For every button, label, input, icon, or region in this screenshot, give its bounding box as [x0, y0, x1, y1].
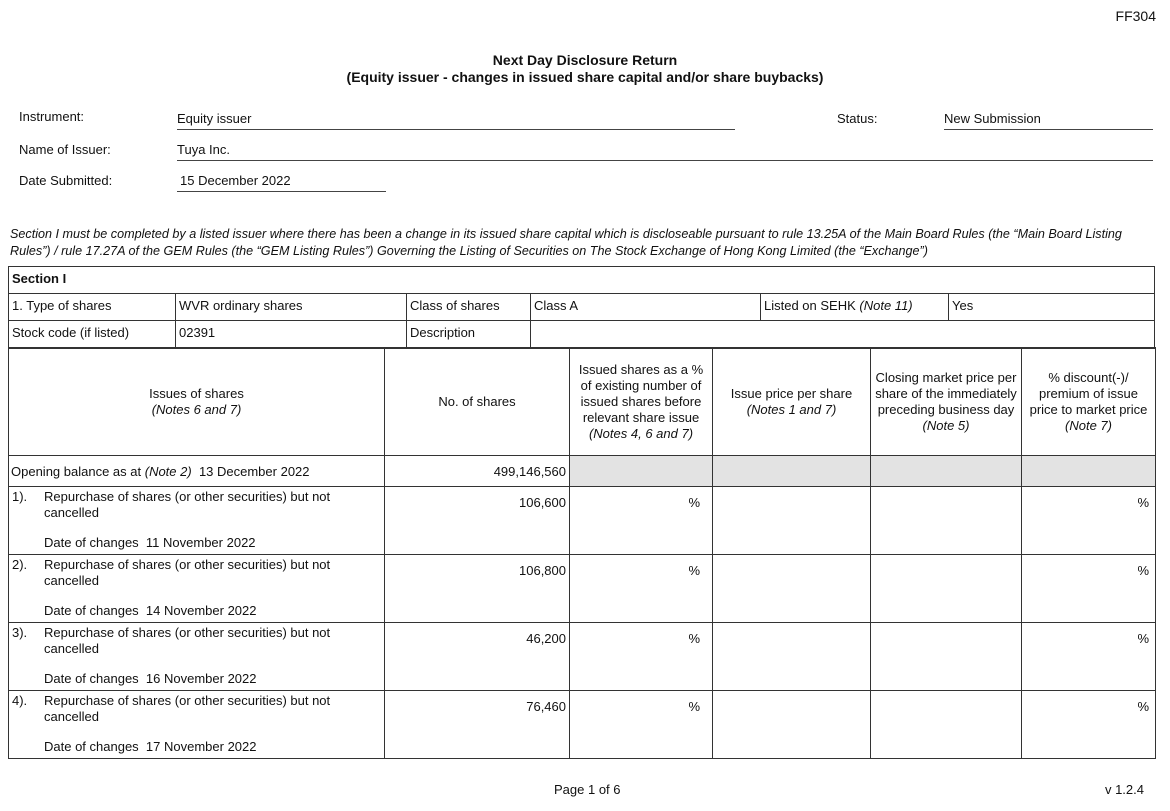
- table-row: [9, 623, 1156, 691]
- row-date: Date of changes 16 November 2022: [44, 671, 257, 686]
- intro-text: Section I must be completed by a listed issuer where there has been a change in its issued share capital which is discloseable pursuant to rule 13.25A of the Main Board Rules (the “Main Board Listing Rules”) / rule 17.27A of the GEM Rules (the “GEM Listing Rules”) Governing the Listing of Securities on The Stock Exchange of Hong Kong Limited (the “Exchange”): [10, 227, 1122, 258]
- row-date: Date of changes 14 November 2022: [44, 603, 257, 618]
- class-of-shares-value: Class A: [531, 294, 761, 320]
- row-discount-pct: %: [1022, 555, 1156, 623]
- row-shares: 106,600: [385, 487, 570, 555]
- section-1-header: [8, 266, 1155, 349]
- date-submitted-value: 15 December 2022: [177, 173, 386, 192]
- row-closing-price: [871, 487, 1022, 555]
- change-description: [9, 555, 385, 623]
- opening-balance-row: [9, 456, 1156, 487]
- row-number: 4).: [12, 693, 28, 708]
- row-number: 1).: [12, 489, 28, 504]
- row-closing-price: [871, 691, 1022, 759]
- opening-balance-label: Opening balance as at (Note 2) 13 December 2022: [9, 456, 385, 487]
- col-discount-premium: % discount(-)/ premium of issue price to market price (Note 7): [1022, 348, 1156, 456]
- change-description: [9, 487, 385, 555]
- description-label: Description: [407, 321, 531, 348]
- table-row: [9, 691, 1156, 759]
- row-discount-pct: %: [1022, 691, 1156, 759]
- row-discount-pct: %: [1022, 623, 1156, 691]
- listed-label: Listed on SEHK (Note 11): [761, 294, 949, 320]
- shaded-cell: [570, 456, 713, 487]
- issuer-label: Name of Issuer:: [19, 142, 111, 157]
- row-description: Repurchase of shares (or other securities) but not cancelled: [44, 489, 331, 520]
- row-description: Repurchase of shares (or other securities) but not cancelled: [44, 557, 331, 588]
- status-label: Status:: [837, 111, 878, 126]
- row-issue-price: [713, 555, 871, 623]
- row-issue-price: [713, 691, 871, 759]
- page-number: Page 1 of 6: [554, 782, 621, 797]
- shaded-cell: [713, 456, 871, 487]
- change-description: [9, 691, 385, 759]
- row-discount-pct: %: [1022, 487, 1156, 555]
- instrument-value: Equity issuer: [177, 111, 735, 130]
- row-issued-pct: %: [570, 487, 713, 555]
- stock-code-value: 02391: [176, 321, 407, 348]
- row-issued-pct: %: [570, 691, 713, 759]
- stock-code-label: Stock code (if listed): [9, 321, 176, 348]
- row-description: Repurchase of shares (or other securities) but not cancelled: [44, 693, 331, 724]
- row-shares: 46,200: [385, 623, 570, 691]
- page-title: Next Day Disclosure Return: [492, 52, 678, 68]
- row-issued-pct: %: [570, 623, 713, 691]
- col-closing-price: Closing market price per share of the immediately preceding business day (Note 5): [871, 348, 1022, 456]
- instrument-label: Instrument:: [19, 109, 85, 124]
- change-description: [9, 623, 385, 691]
- row-closing-price: [871, 555, 1022, 623]
- row-issue-price: [713, 623, 871, 691]
- col-no-of-shares: No. of shares: [385, 348, 570, 456]
- type-of-shares-label: 1. Type of shares: [9, 294, 176, 320]
- row-issue-price: [713, 487, 871, 555]
- row-shares: 106,800: [385, 555, 570, 623]
- type-of-shares-value: WVR ordinary shares: [176, 294, 407, 320]
- row-description: Repurchase of shares (or other securities) but not cancelled: [44, 625, 331, 656]
- row-closing-price: [871, 623, 1022, 691]
- version: v 1.2.4: [1104, 782, 1144, 797]
- table-row: [9, 487, 1156, 555]
- table-header-row: [9, 348, 1156, 456]
- col-issued-pct: Issued shares as a % of existing number of issued shares before relevant share issue (Notes 4, 6 and 7): [570, 348, 713, 456]
- row-date: Date of changes 17 November 2022: [44, 739, 257, 754]
- shaded-cell: [871, 456, 1022, 487]
- date-submitted-label: Date Submitted:: [19, 173, 113, 188]
- section-title: Section I: [12, 271, 67, 286]
- form-code: FF304: [1115, 8, 1156, 24]
- col-issue-price: Issue price per share (Notes 1 and 7): [713, 348, 871, 456]
- issuer-value: Tuya Inc.: [177, 142, 1153, 161]
- row-number: 3).: [12, 625, 28, 640]
- class-of-shares-label: Class of shares: [407, 294, 531, 320]
- shaded-cell: [1022, 456, 1156, 487]
- row-date: Date of changes 11 November 2022: [44, 535, 256, 550]
- row-number: 2).: [12, 557, 28, 572]
- row-issued-pct: %: [570, 555, 713, 623]
- description-value: [531, 321, 1154, 348]
- listed-value: Yes: [952, 298, 974, 313]
- share-issues-table: [8, 347, 1156, 759]
- status-value: New Submission: [944, 111, 1153, 130]
- opening-balance-shares: 499,146,560: [385, 456, 570, 487]
- table-row: [9, 555, 1156, 623]
- row-shares: 76,460: [385, 691, 570, 759]
- page-subtitle: (Equity issuer - changes in issued share capital and/or share buybacks): [346, 69, 824, 85]
- col-issues-of-shares: Issues of shares (Notes 6 and 7): [9, 348, 385, 456]
